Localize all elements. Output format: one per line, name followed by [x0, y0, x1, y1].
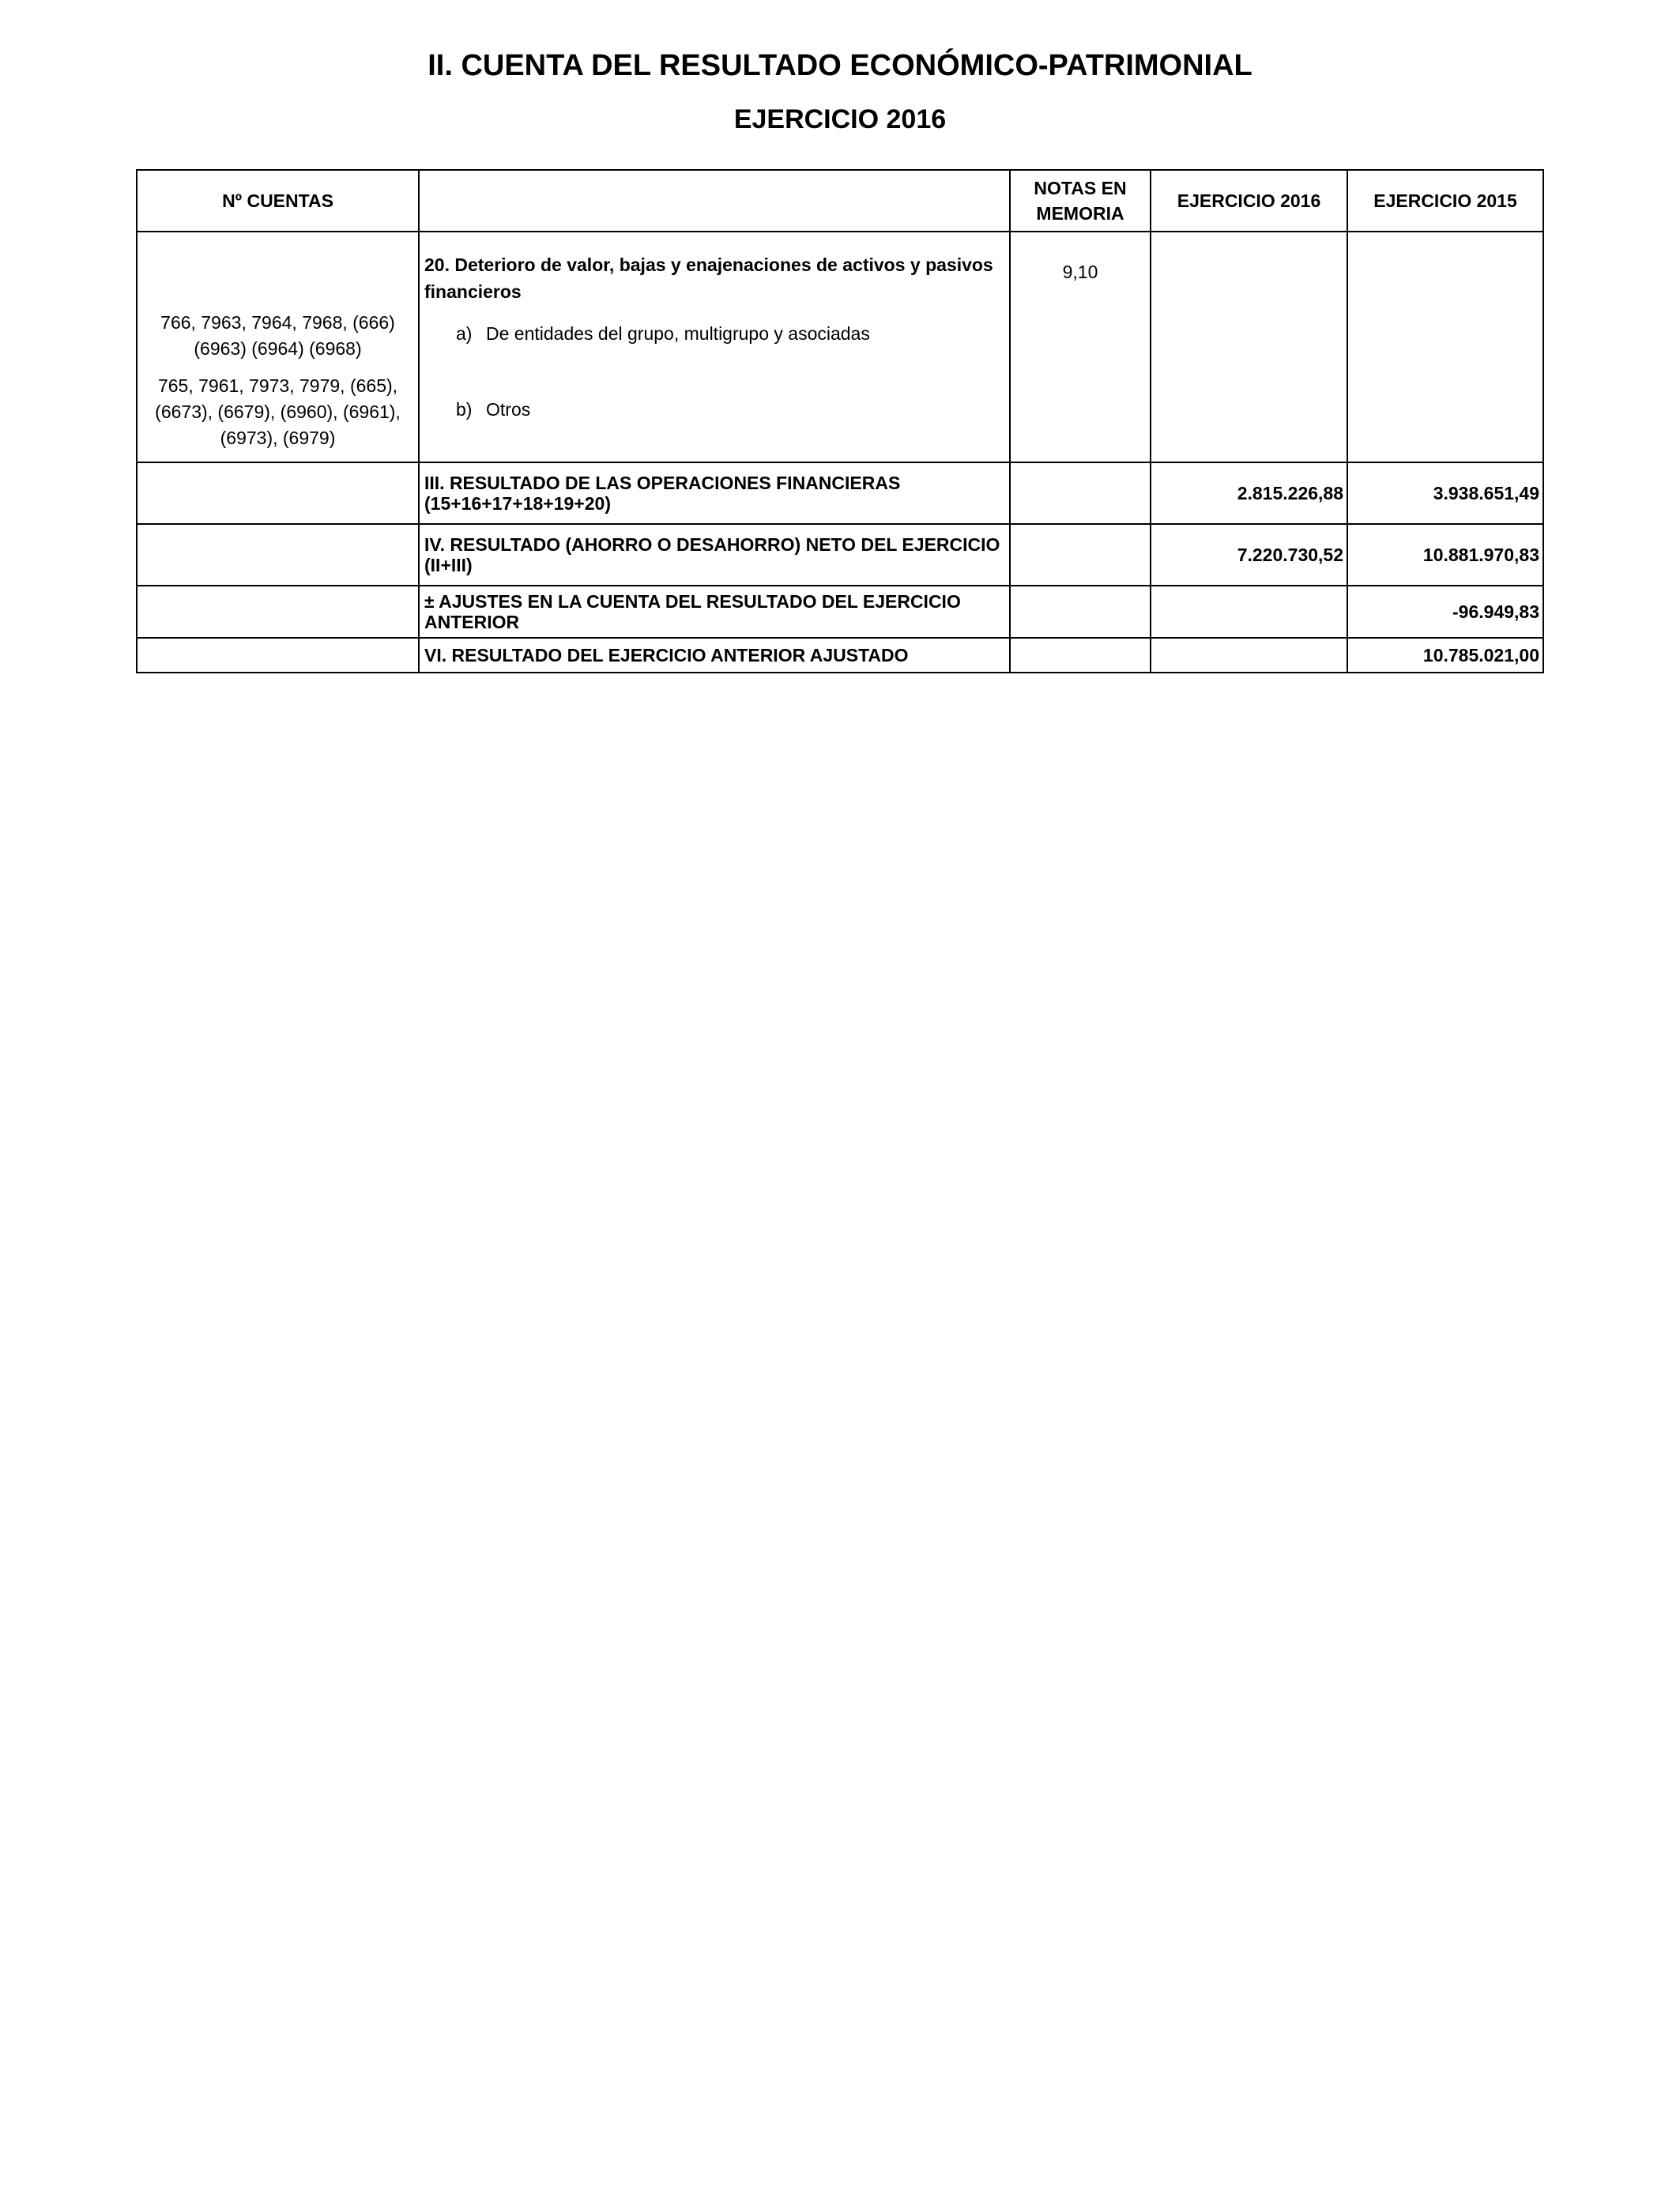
total-label: IV. RESULTADO (AHORRO O DESAHORRO) NETO DEL EJERCICIO (II+III): [419, 524, 1010, 586]
table-row-total: [137, 586, 1543, 638]
cell-notas: [1010, 586, 1151, 638]
cell-cuentas: [137, 638, 419, 673]
deterioro-heading: 20. Deterioro de valor, bajas y enajenaciones de activos y pasivos financieros: [424, 254, 993, 302]
notas-value: 9,10: [1062, 262, 1098, 282]
table-header-row: [137, 170, 1543, 232]
item-a-label: De entidades del grupo, multigrupo y asociadas: [486, 323, 870, 344]
cell-notas: [1010, 232, 1151, 462]
page-title: II. CUENTA DEL RESULTADO ECONÓMICO-PATRIMONIAL: [428, 49, 1252, 82]
cell-cuentas: [137, 232, 419, 462]
header-ejercicio-2015: EJERCICIO 2015: [1347, 170, 1543, 232]
header-cuentas: Nº CUENTAS: [137, 170, 419, 232]
cell-ejercicio-2016: [1151, 232, 1347, 462]
cell-notas: [1010, 462, 1151, 524]
total-ejercicio-2016: [1151, 638, 1347, 673]
result-statement-table: [136, 169, 1544, 673]
header-descripcion: [419, 170, 1010, 232]
item-b-label: Otros: [486, 399, 531, 420]
header-ejercicio-2016: EJERCICIO 2016: [1151, 170, 1347, 232]
total-ejercicio-2016: 2.815.226,88: [1151, 462, 1347, 524]
cell-cuentas: [137, 462, 419, 524]
total-label: VI. RESULTADO DEL EJERCICIO ANTERIOR AJUSTADO: [419, 638, 1010, 673]
total-ejercicio-2015: 10.785.021,00: [1347, 638, 1543, 673]
cuentas-item-b: 765, 7961, 7973, 7979, (665), (6673), (6679), (6960), (6961), (6973), (6979): [155, 375, 401, 448]
item-b-letter: b): [456, 399, 473, 420]
cell-notas: [1010, 638, 1151, 673]
table-row-total: [137, 638, 1543, 673]
total-label: III. RESULTADO DE LAS OPERACIONES FINANCIERAS (15+16+17+18+19+20): [419, 462, 1010, 524]
item-a-description: [456, 321, 870, 347]
total-ejercicio-2015: 3.938.651,49: [1347, 462, 1543, 524]
total-ejercicio-2016: [1151, 586, 1347, 638]
cell-cuentas: [137, 586, 419, 638]
page-subtitle: EJERCICIO 2016: [733, 104, 947, 134]
total-label: ± AJUSTES EN LA CUENTA DEL RESULTADO DEL EJERCICIO ANTERIOR: [419, 586, 1010, 638]
cell-notas: [1010, 524, 1151, 586]
table-row-total: [137, 462, 1543, 524]
cell-ejercicio-2015: [1347, 232, 1543, 462]
total-ejercicio-2015: 10.881.970,83: [1347, 524, 1543, 586]
cuentas-item-a: 766, 7963, 7964, 7968, (666) (6963) (6964) (6968): [160, 312, 395, 359]
table-row-deterioro: [137, 232, 1543, 462]
total-ejercicio-2015: -96.949,83: [1347, 586, 1543, 638]
item-b-description: [456, 397, 530, 423]
table-row-total: [137, 524, 1543, 586]
header-notas: NOTAS EN MEMORIA: [1010, 170, 1151, 232]
cell-descripcion: [419, 232, 1010, 462]
total-ejercicio-2016: 7.220.730,52: [1151, 524, 1347, 586]
item-a-letter: a): [456, 323, 473, 344]
cell-cuentas: [137, 524, 419, 586]
